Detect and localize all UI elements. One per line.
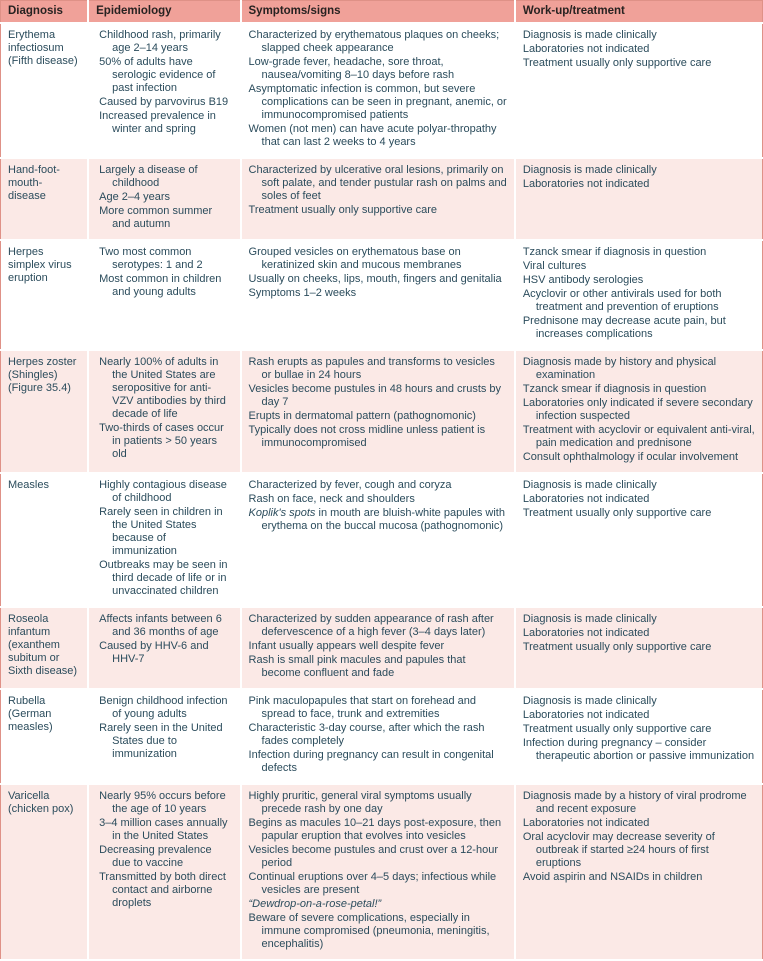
cell-entry <box>523 695 755 708</box>
workup-cell <box>515 607 763 689</box>
text-segment: Decreasing prevalence due to vaccine <box>99 844 212 869</box>
symptoms-cell <box>241 473 515 607</box>
cell-entry <box>249 479 507 492</box>
cell-entry <box>523 164 755 177</box>
cell-entry <box>249 424 507 450</box>
epidemiology-cell <box>88 240 240 350</box>
cell-entry <box>523 246 755 259</box>
text-segment: Treatment usually only supportive care <box>522 57 712 69</box>
text-segment: Pink maculopapules that start on forehead and spread to face, trunk and extremities <box>248 695 476 720</box>
cell-entry <box>249 246 507 272</box>
cell-entry <box>523 790 755 816</box>
cell-entry <box>249 83 507 122</box>
workup-cell <box>515 158 763 240</box>
text-segment: Tzanck smear if diagnosis in question <box>522 383 707 395</box>
text-segment: HSV antibody serologies <box>522 274 644 286</box>
text-segment: Highly pruritic, general viral symptoms usually precede rash by one day <box>248 790 472 815</box>
text-segment: Continual eruptions over 4–5 days; infectious while vesicles are present <box>248 871 497 896</box>
text-segment: Most common in children and young adults <box>99 273 222 298</box>
cell-entry <box>99 110 232 136</box>
cell-entry <box>99 559 232 598</box>
cell-entry <box>249 410 507 423</box>
cell-entry <box>99 356 232 421</box>
text-segment: Vesicles become pustules and crust over a 12-hour period <box>248 844 498 869</box>
text-segment: Infection during pregnancy can result in congenital defects <box>248 749 494 774</box>
cell-entry <box>523 737 755 763</box>
cell-entry <box>523 57 755 70</box>
cell-entry <box>99 790 232 816</box>
table-row <box>1 240 763 350</box>
cell-entry <box>99 56 232 95</box>
workup-cell <box>515 350 763 473</box>
cell-entry <box>249 912 507 951</box>
cell-entry <box>99 817 232 843</box>
cell-entry <box>249 817 507 843</box>
text-segment: Treatment usually only supportive care <box>248 204 438 216</box>
cell-entry <box>523 397 755 423</box>
cell-entry <box>99 96 232 109</box>
text-segment: Diagnosis is made clinically <box>522 479 657 491</box>
cell-entry <box>523 709 755 722</box>
text-segment: Diagnosis is made clinically <box>522 29 657 41</box>
table-row <box>1 158 763 240</box>
text-segment: Beware of severe complications, especially in immune compromised (pneumonia, meningitis, encephalitis) <box>248 912 490 950</box>
cell-entry <box>249 273 507 286</box>
text-segment: Vesicles become pustules in 48 hours and crusts by day 7 <box>248 383 502 408</box>
cell-entry <box>99 479 232 505</box>
diagnosis-cell <box>1 240 89 350</box>
text-segment: Two most common serotypes: 1 and 2 <box>99 246 203 271</box>
text-segment: Benign childhood infection of young adults <box>99 695 228 720</box>
cell-entry <box>523 43 755 56</box>
cell-entry <box>99 506 232 558</box>
text-segment: Koplik's spots <box>248 507 316 519</box>
text-segment: “Dewdrop-on-a-rose-petal!” <box>248 898 382 910</box>
table-row <box>1 473 763 607</box>
cell-entry <box>249 654 507 680</box>
text-segment: Treatment usually only supportive care <box>522 507 712 519</box>
cell-entry <box>523 424 755 450</box>
text-segment: Laboratories not indicated <box>522 178 650 190</box>
cell-entry <box>249 790 507 816</box>
cell-entry <box>523 315 755 341</box>
cell-entry <box>99 613 232 639</box>
cell-entry <box>99 29 232 55</box>
table-row <box>1 607 763 689</box>
symptoms-cell <box>241 158 515 240</box>
text-segment: Diagnosis made by a history of viral prodrome and recent exposure <box>522 790 747 815</box>
cell-entry <box>523 451 755 464</box>
cell-entry <box>249 507 507 533</box>
symptoms-cell <box>241 689 515 784</box>
text-segment: Rash erupts as papules and transforms to vesicles or bullae in 24 hours <box>248 356 495 381</box>
text-segment: Largely a disease of childhood <box>99 164 198 189</box>
text-segment: Two-thirds of cases occur in patients > 50 years old <box>99 422 224 460</box>
text-segment: Grouped vesicles on erythematous base on keratinized skin and mucous membranes <box>248 246 462 271</box>
diagnosis-label: Erythema infectiosum (Fifth disease) <box>8 29 78 67</box>
text-segment: Caused by parvovirus B19 <box>99 96 229 108</box>
text-segment: Characterized by ulcerative oral lesions, primarily on soft palate, and tender pustular rash on palms and soles of feet <box>248 164 507 202</box>
text-segment: Diagnosis is made clinically <box>522 695 657 707</box>
diagnosis-cell <box>1 607 89 689</box>
text-segment: Diagnosis is made clinically <box>522 613 657 625</box>
table-body <box>1 23 763 960</box>
text-segment: Outbreaks may be seen in third decade of life or in unvaccinated children <box>99 559 228 597</box>
epidemiology-cell <box>88 158 240 240</box>
cell-entry <box>523 613 755 626</box>
epidemiology-cell <box>88 473 240 607</box>
header-row <box>1 1 763 24</box>
symptoms-cell <box>241 607 515 689</box>
text-segment: Diagnosis is made clinically <box>522 164 657 176</box>
cell-entry <box>249 898 507 911</box>
symptoms-cell <box>241 784 515 960</box>
cell-entry <box>523 817 755 830</box>
symptoms-cell <box>241 350 515 473</box>
workup-cell <box>515 473 763 607</box>
workup-cell <box>515 23 763 158</box>
diagnosis-cell <box>1 23 89 158</box>
cell-entry <box>99 191 232 204</box>
cell-entry <box>523 29 755 42</box>
text-segment: Treatment usually only supportive care <box>522 641 712 653</box>
diagnosis-label: Roseola infantum (exanthem subitum or Sixth disease) <box>8 613 78 677</box>
text-segment: Nearly 95% occurs before the age of 10 years <box>99 790 226 815</box>
epidemiology-cell <box>88 784 240 960</box>
text-segment: Caused by HHV-6 and HHV-7 <box>99 640 209 665</box>
workup-cell <box>515 784 763 960</box>
diagnosis-cell <box>1 350 89 473</box>
table-row <box>1 350 763 473</box>
text-segment: Low-grade fever, headache, sore throat, nausea/vomiting 8–10 days before rash <box>248 56 455 81</box>
text-segment: Treatment with acyclovir or equivalent anti-viral, pain medication and prednisone <box>522 424 755 449</box>
cell-entry <box>523 493 755 506</box>
text-segment: Highly contagious disease of childhood <box>99 479 227 504</box>
text-segment: Characterized by erythematous plaques on cheeks; slapped cheek appearance <box>248 29 500 54</box>
text-segment: Erupts in dermatomal pattern (pathognomonic) <box>248 410 476 422</box>
cell-entry <box>523 479 755 492</box>
col-header-epidemiology: Epidemiology <box>88 1 240 24</box>
text-segment: 3–4 million cases annually in the United States <box>99 817 228 842</box>
diagnosis-cell <box>1 689 89 784</box>
text-segment: Affects infants between 6 and 36 months of age <box>99 613 222 638</box>
cell-entry <box>249 613 507 639</box>
cell-entry <box>523 383 755 396</box>
cell-entry <box>523 641 755 654</box>
cell-entry <box>523 288 755 314</box>
cell-entry <box>249 493 507 506</box>
text-segment: Rash is small pink macules and papules that become confluent and fade <box>248 654 466 679</box>
cell-entry <box>249 164 507 203</box>
text-segment: More common summer and autumn <box>99 205 213 230</box>
cell-entry <box>523 274 755 287</box>
text-segment: Childhood rash, primarily age 2–14 years <box>99 29 221 54</box>
text-segment: Rarely seen in children in the United States because of immunization <box>99 506 223 557</box>
diagnosis-label: Herpes zoster (Shingles) (Figure 35.4) <box>8 356 77 394</box>
cell-entry <box>523 178 755 191</box>
text-segment: Rarely seen in the United States due to immunization <box>99 722 223 760</box>
col-header-symptoms: Symptoms/signs <box>241 1 515 24</box>
cell-entry <box>99 871 232 910</box>
text-segment: Laboratories not indicated <box>522 627 650 639</box>
col-header-workup: Work-up/treatment <box>515 1 763 24</box>
col-header-diagnosis: Diagnosis <box>1 1 89 24</box>
text-segment: Tzanck smear if diagnosis in question <box>522 246 707 258</box>
symptoms-cell <box>241 23 515 158</box>
epidemiology-cell <box>88 607 240 689</box>
text-segment: Treatment usually only supportive care <box>522 723 712 735</box>
text-segment: Consult ophthalmology if ocular involvement <box>522 451 739 463</box>
table-row <box>1 23 763 158</box>
cell-entry <box>99 722 232 761</box>
text-segment: Women (not men) can have acute polyar-thropathy that can last 2 weeks to 4 years <box>248 123 497 148</box>
cell-entry <box>249 695 507 721</box>
diagnosis-cell <box>1 158 89 240</box>
text-segment: Diagnosis made by history and physical examination <box>522 356 717 381</box>
text-segment: in mouth are bluish-white papules with erythema on the buccal mucosa (pathognomonic) <box>261 507 505 532</box>
text-segment: Age 2–4 years <box>99 191 171 203</box>
cell-entry <box>523 627 755 640</box>
diagnosis-label: Measles <box>8 479 49 491</box>
cell-entry <box>249 844 507 870</box>
diagnosis-cell <box>1 784 89 960</box>
cell-entry <box>523 831 755 870</box>
cell-entry <box>249 29 507 55</box>
text-segment: Acyclovir or other antivirals used for both treatment and prevention of eruptions <box>522 288 722 313</box>
cell-entry <box>99 422 232 461</box>
cell-entry <box>99 844 232 870</box>
text-segment: Usually on cheeks, lips, mouth, fingers and genitalia <box>248 273 502 285</box>
cell-entry <box>99 695 232 721</box>
diagnosis-label: Hand-foot-mouth-disease <box>8 164 60 202</box>
text-segment: Rash on face, neck and shoulders <box>248 493 415 505</box>
workup-cell <box>515 689 763 784</box>
text-segment: Avoid aspirin and NSAIDs in children <box>522 871 703 883</box>
symptoms-cell <box>241 240 515 350</box>
cell-entry <box>249 722 507 748</box>
cell-entry <box>249 749 507 775</box>
cell-entry <box>523 260 755 273</box>
cell-entry <box>99 273 232 299</box>
diagnosis-cell <box>1 473 89 607</box>
workup-cell <box>515 240 763 350</box>
epidemiology-cell <box>88 689 240 784</box>
text-segment: Laboratories not indicated <box>522 43 650 55</box>
text-segment: Typically does not cross midline unless patient is immunocompromised <box>248 424 486 449</box>
text-segment: Asymptomatic infection is common, but severe complications can be seen in pregnant, anemic, or immunocompromised patients <box>248 83 507 121</box>
text-segment: Begins as macules 10–21 days post-exposure, then papular eruption that evolves into vesicles <box>248 817 502 842</box>
text-segment: Characteristic 3-day course, after which the rash fades completely <box>248 722 485 747</box>
cell-entry <box>249 640 507 653</box>
text-segment: Infection during pregnancy – consider therapeutic abortion or passive immunization <box>522 737 755 762</box>
text-segment: Laboratories only indicated if severe secondary infection suspected <box>522 397 753 422</box>
text-segment: Laboratories not indicated <box>522 817 650 829</box>
text-segment: Symptoms 1–2 weeks <box>248 287 357 299</box>
cell-entry <box>249 123 507 149</box>
cell-entry <box>249 871 507 897</box>
cell-entry <box>249 356 507 382</box>
text-segment: Laboratories not indicated <box>522 493 650 505</box>
epidemiology-cell <box>88 23 240 158</box>
cell-entry <box>249 383 507 409</box>
cell-entry <box>99 205 232 231</box>
text-segment: Laboratories not indicated <box>522 709 650 721</box>
cell-entry <box>523 871 755 884</box>
cell-entry <box>523 723 755 736</box>
text-segment: Viral cultures <box>522 260 587 272</box>
cell-entry <box>523 507 755 520</box>
text-segment: Nearly 100% of adults in the United States are seropositive for anti-VZV antibodies by third decade of life <box>99 356 226 420</box>
cell-entry <box>99 246 232 272</box>
text-segment: Prednisone may decrease acute pain, but increases complications <box>522 315 726 340</box>
text-segment: Oral acyclovir may decrease severity of outbreak if started ≥24 hours of first eruptions <box>522 831 715 869</box>
text-segment: Characterized by sudden appearance of rash after defervescence of a high fever (3–4 days later) <box>248 613 494 638</box>
text-segment: Characterized by fever, cough and coryza <box>248 479 452 491</box>
cell-entry <box>99 640 232 666</box>
table-row <box>1 784 763 960</box>
diagnosis-label: Rubella (German measles) <box>8 695 53 733</box>
cell-entry <box>523 356 755 382</box>
epidemiology-cell <box>88 350 240 473</box>
cell-entry <box>99 164 232 190</box>
text-segment: Increased prevalence in winter and spring <box>99 110 216 135</box>
text-segment: Infant usually appears well despite fever <box>248 640 445 652</box>
diagnosis-label: Varicella (chicken pox) <box>8 790 74 815</box>
cell-entry <box>249 56 507 82</box>
cell-entry <box>249 204 507 217</box>
cell-entry <box>249 287 507 300</box>
diagnosis-label: Herpes simplex virus eruption <box>8 246 72 284</box>
text-segment: 50% of adults have serologic evidence of past infection <box>99 56 216 94</box>
text-segment: Transmitted by both direct contact and airborne droplets <box>99 871 226 909</box>
table-row <box>1 689 763 784</box>
